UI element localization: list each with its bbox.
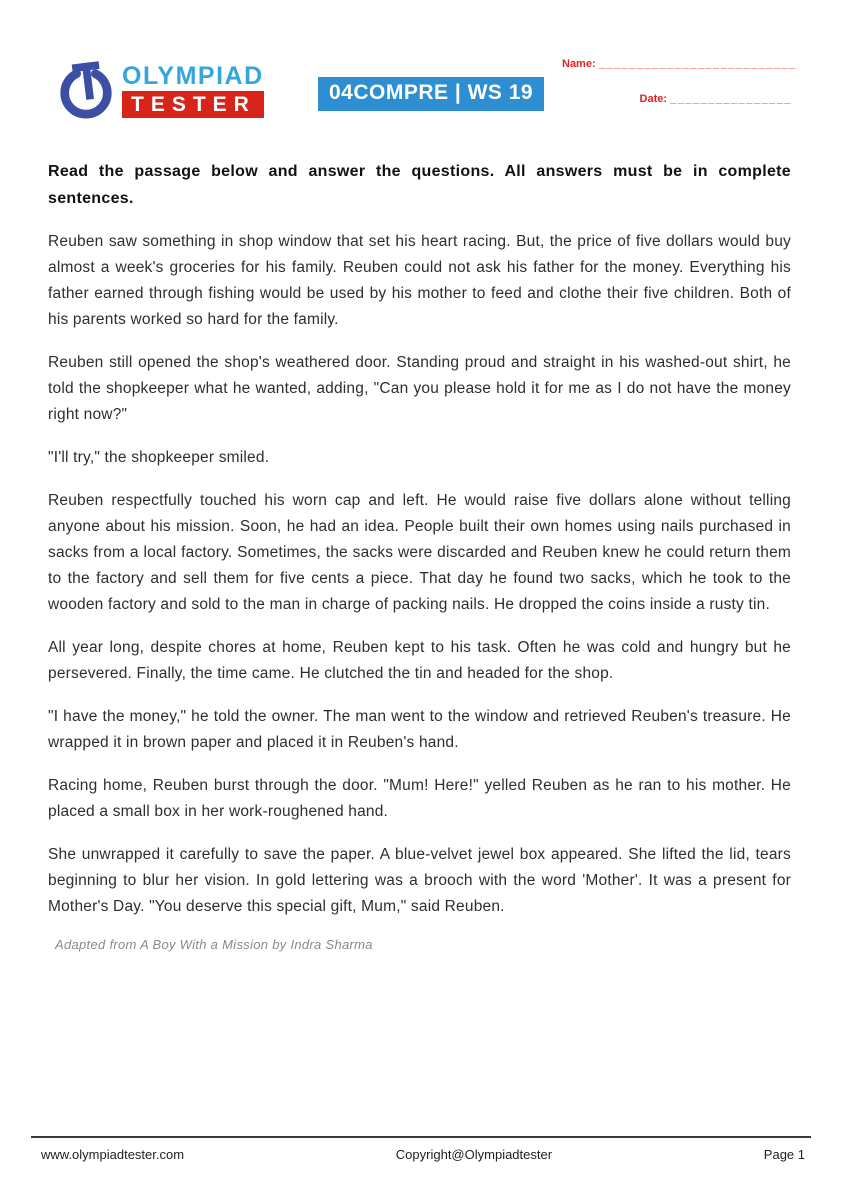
date-row: [562, 93, 792, 105]
name-date-block: [562, 58, 797, 105]
logo-tester-text: TESTER: [122, 91, 264, 118]
footer-copyright: Copyright@Olympiadtester: [395, 1147, 553, 1162]
passage-paragraph: All year long, despite chores at home, Reuben kept to his task. Often he was cold and hungry but he persevered. Finally, the time came. He clutched the tin and headed for the shop.: [48, 639, 791, 682]
passage-paragraph: Reuben still opened the shop's weathered door. Standing proud and straight in his washed-out shirt, he told the shopkeeper what he wanted, adding, "Can you please hold it for me as I do not have the money right now?": [48, 354, 791, 423]
date-label: Date:: [639, 93, 668, 105]
source-attribution: Adapted from A Boy With a Mission by Indra Sharma: [55, 937, 373, 952]
passage-paragraph: She unwrapped it carefully to save the paper. A blue-velvet jewel box appeared. She lifted the lid, tears beginning to blur her vision. In gold lettering was a brooch with the word 'Mother'. It was a present for Mother's Day. "You deserve this special gift, Mum," said Reuben.: [48, 846, 791, 915]
name-blank-line[interactable]: __________________________: [598, 58, 797, 70]
footer-website: www.olympiadtester.com: [41, 1147, 185, 1162]
passage-paragraph: Racing home, Reuben burst through the door. "Mum! Here!" yelled Reuben as he ran to his mother. He placed a small box in her work-roughened hand.: [48, 777, 791, 820]
worksheet-title-badge: 04COMPRE | WS 19: [318, 77, 544, 111]
passage-paragraph: "I have the money," he told the owner. The man went to the window and retrieved Reuben's treasure. He wrapped it in brown paper and placed it in Reuben's hand.: [48, 708, 791, 751]
page-footer: [31, 1136, 811, 1162]
instructions-heading: Read the passage below and answer the questions. All answers must be in complete sentences.: [48, 163, 791, 207]
date-blank-line[interactable]: ________________: [670, 93, 792, 105]
olympiadtester-logo: [55, 56, 264, 125]
logo-wordmark: [122, 61, 264, 118]
passage-content: [48, 158, 791, 952]
passage-paragraph: Reuben saw something in shop window that set his heart racing. But, the price of five dollars would buy almost a week's groceries for his family. Reuben could not ask his father for the money. Everything his father earned through fishing would be used by his mother to feed and clothe their five children. Both of his parents worked so hard for the family.: [48, 233, 791, 328]
footer-page-number: Page 1: [763, 1147, 805, 1162]
logo-olympiad-text: OLYMPIAD: [122, 61, 264, 90]
passage-paragraph: Reuben respectfully touched his worn cap and left. He would raise five dollars alone without telling anyone about his mission. Soon, he had an idea. People built their own homes using nails purchased in sacks from a local factory. Sometimes, the sacks were discarded and Reuben knew he could return them to the factory and sell them for five cents a piece. That day he found two sacks, which he took to the wooden factory and sold to the man in charge of packing nails. He dropped the coins inside a rusty tin.: [48, 492, 791, 613]
name-row: [562, 58, 797, 70]
passage-paragraph: "I'll try," the shopkeeper smiled.: [48, 449, 270, 466]
power-t-logo-icon: [55, 56, 117, 125]
name-label: Name:: [562, 58, 596, 70]
